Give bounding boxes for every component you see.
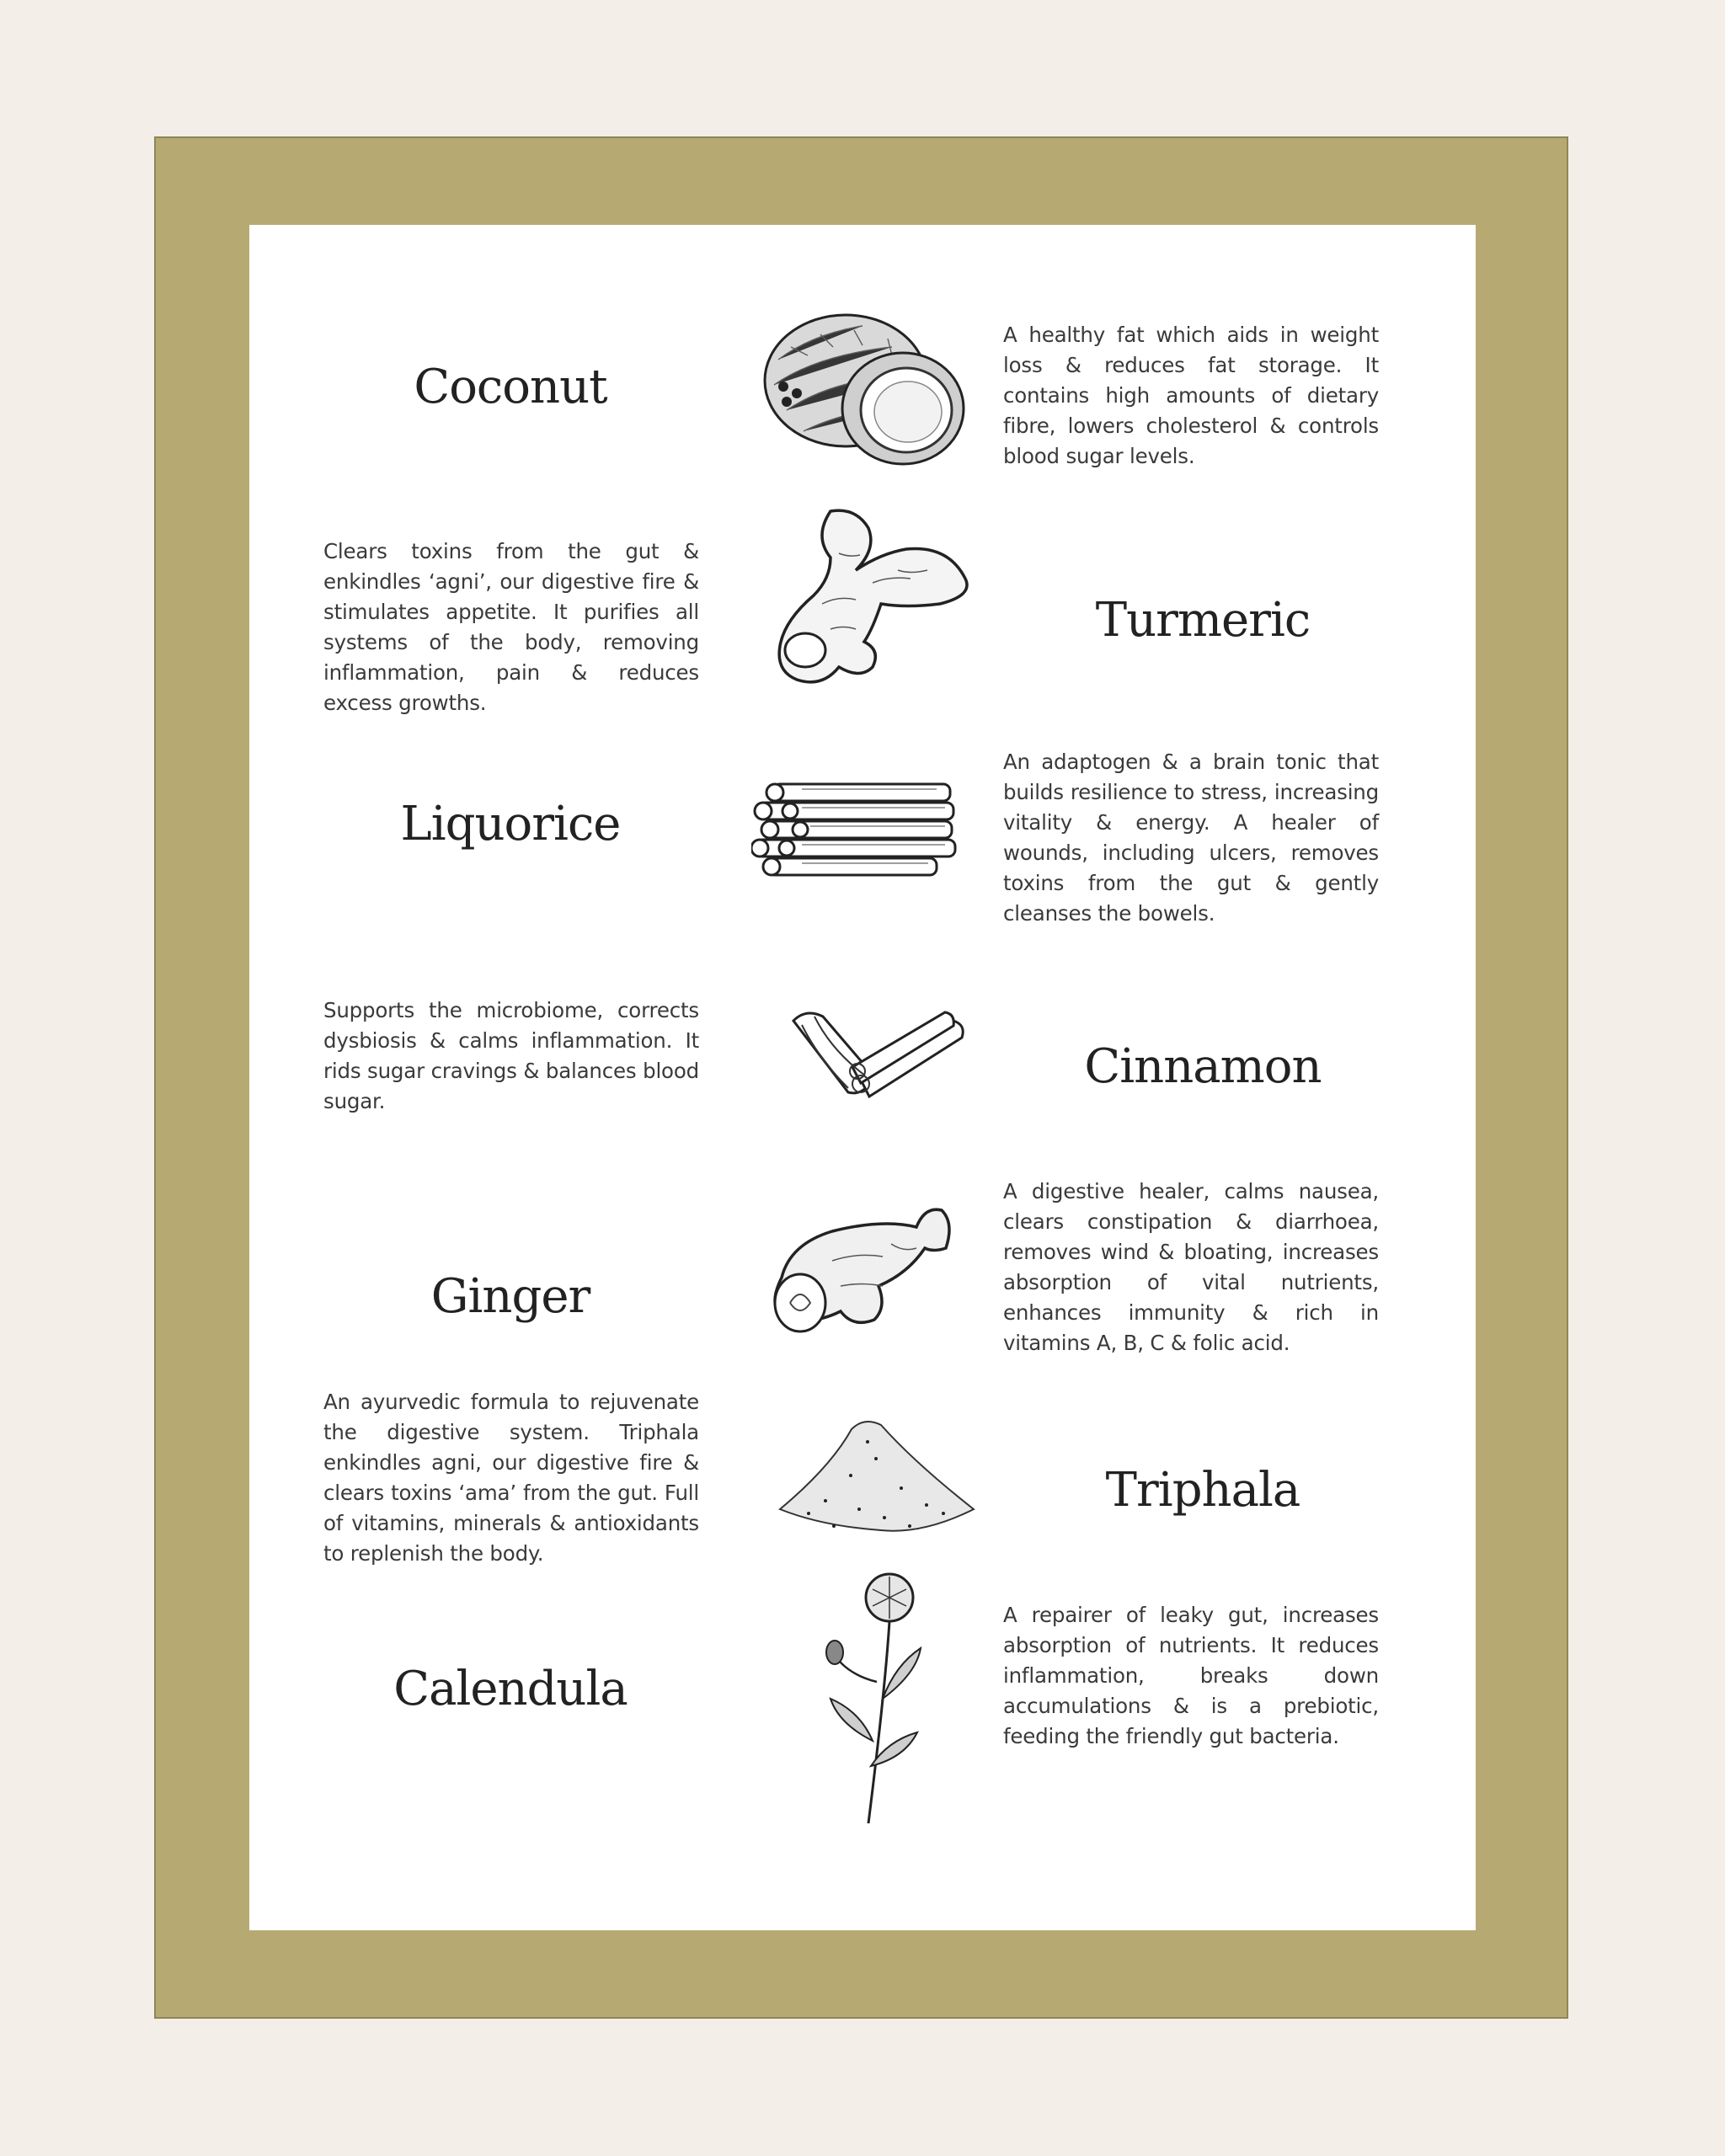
ingredient-row-turmeric [249, 503, 1476, 713]
powder-mound-illustration [775, 1408, 981, 1551]
ingredient-row-calendula [249, 1572, 1476, 1909]
ginger-root-illustration [765, 1202, 963, 1353]
ingredient-row-liquorice [249, 747, 1476, 932]
ingredient-row-cinnamon [249, 983, 1476, 1134]
ingredient-name: Triphala [1105, 1463, 1300, 1518]
turmeric-root-illustration [772, 503, 982, 684]
ingredient-name: Cinnamon [1084, 1039, 1322, 1094]
ingredient-description: A repairer of leaky gut, increases absorption of nutrients. It reduces inflammation, breaks down accumulations & is a prebiotic, feeding the friendly gut bacteria. [1003, 1603, 1379, 1748]
ingredient-row-triphala [249, 1387, 1476, 1566]
ingredient-description: Clears toxins from the gut & enkindles ‘agni’, our digestive fire & stimulates appetite. It purifies all systems of the body, removing inflammation, pain & reduces excess growths. [323, 539, 699, 715]
cinnamon-sticks-illustration [785, 1004, 970, 1101]
ingredient-name: Liquorice [400, 797, 621, 851]
ingredients-sheet [249, 225, 1476, 1930]
ingredient-description: An adaptogen & a brain tonic that builds resilience to stress, increasing vitality & energy. A healer of wounds, including ulcers, removes toxins from the gut & gently cleanses the bowels. [1003, 750, 1379, 926]
ingredient-name: Ginger [430, 1269, 590, 1324]
ingredient-row-ginger [249, 1177, 1476, 1362]
ingredient-description: Supports the microbiome, corrects dysbiosis & calms inflammation. It rids sugar cravings & balances blood sugar. [323, 998, 699, 1113]
ingredient-description: A digestive healer, calms nausea, clears constipation & diarrhoea, removes wind & bloating, increases absorption of vital nutrients, enhances immunity & rich in vitamins A, B, C & folic acid. [1003, 1179, 1379, 1355]
ingredient-row-coconut [249, 225, 1476, 478]
ingredient-name: Coconut [414, 360, 607, 414]
coconut-illustration [753, 309, 969, 469]
ingredient-description: An ayurvedic formula to rejuvenate the digestive system. Triphala enkindles agni, our digestive fire & clears toxins ‘ama’ from the gut. Full of vitamins, minerals & antioxidants to replenish the body. [323, 1390, 699, 1566]
ingredient-name: Calendula [393, 1662, 628, 1716]
ingredient-description: A healthy fat which aids in weight loss & reduces fat storage. It contains high amounts of dietary fibre, lowers cholesterol & controls blood sugar levels. [1003, 323, 1379, 468]
liquorice-sticks-illustration [751, 772, 962, 890]
ingredient-name: Turmeric [1095, 593, 1311, 648]
calendula-flower-illustration [822, 1572, 932, 1825]
